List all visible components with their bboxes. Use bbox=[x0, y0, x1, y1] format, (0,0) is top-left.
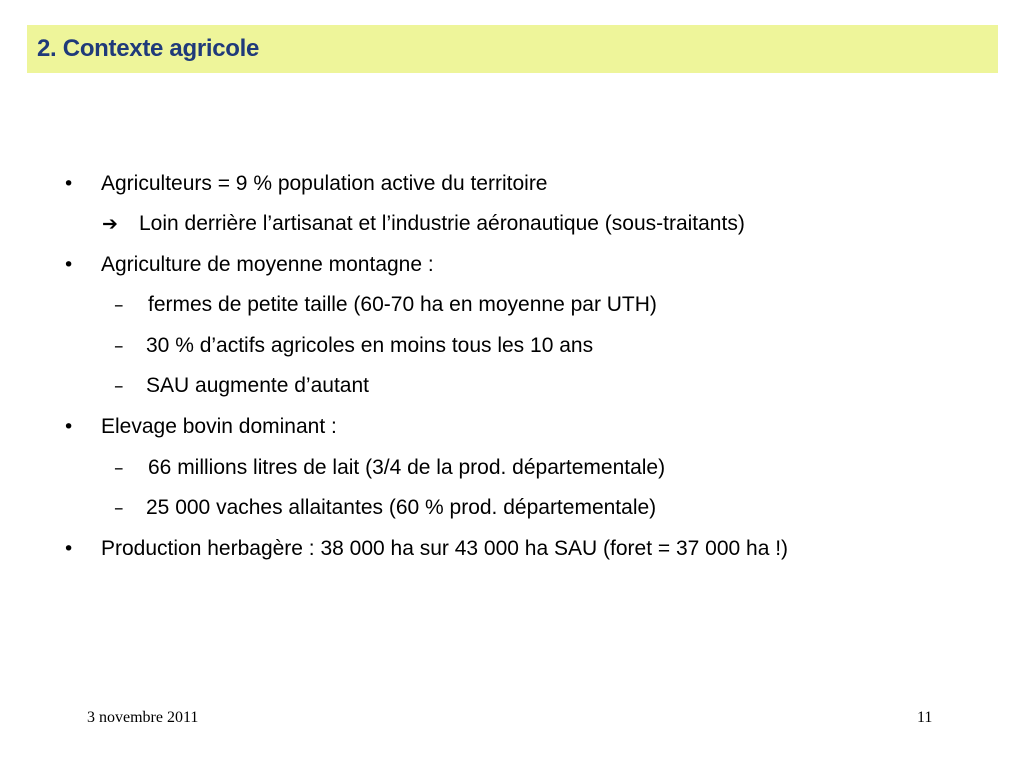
sub-bullet-text: 25 000 vaches allaitantes (60 % prod. départementale) bbox=[146, 496, 657, 519]
bullet-text: Production herbagère : 38 000 ha sur 43 000 ha SAU (foret = 37 000 ha !) bbox=[101, 537, 789, 560]
bullet-marker: • bbox=[63, 173, 75, 195]
sub-bullet-marker: – bbox=[114, 335, 124, 357]
bullet-text: Loin derrière l’artisanat et l’industrie aéronautique (sous-traitants) bbox=[139, 212, 745, 235]
bullet-text: Agriculteurs = 9 % population active du territoire bbox=[101, 172, 548, 195]
bullet-marker: • bbox=[63, 538, 75, 560]
sub-bullet-text: SAU augmente d’autant bbox=[146, 374, 369, 397]
bullet-text: Agriculture de moyenne montagne : bbox=[101, 253, 434, 276]
sub-bullet-marker: – bbox=[114, 497, 124, 519]
sub-bullet-marker: – bbox=[114, 375, 124, 397]
sub-bullet-marker: – bbox=[114, 294, 124, 316]
arrow-right-icon: ➔ bbox=[102, 213, 118, 235]
footer-date: 3 novembre 2011 bbox=[87, 709, 199, 726]
page-number: 11 bbox=[917, 709, 933, 726]
sub-bullet-text: fermes de petite taille (60-70 ha en moyenne par UTH) bbox=[148, 293, 657, 316]
sub-bullet-text: 66 millions litres de lait (3/4 de la prod. départementale) bbox=[148, 456, 666, 479]
slide-title: 2. Contexte agricole bbox=[37, 35, 260, 62]
sub-bullet-text: 30 % d’actifs agricoles en moins tous les 10 ans bbox=[146, 334, 594, 357]
bullet-marker: • bbox=[63, 254, 75, 276]
sub-bullet-marker: – bbox=[114, 457, 124, 479]
bullet-marker: • bbox=[63, 416, 75, 438]
bullet-text: Elevage bovin dominant : bbox=[101, 415, 337, 438]
